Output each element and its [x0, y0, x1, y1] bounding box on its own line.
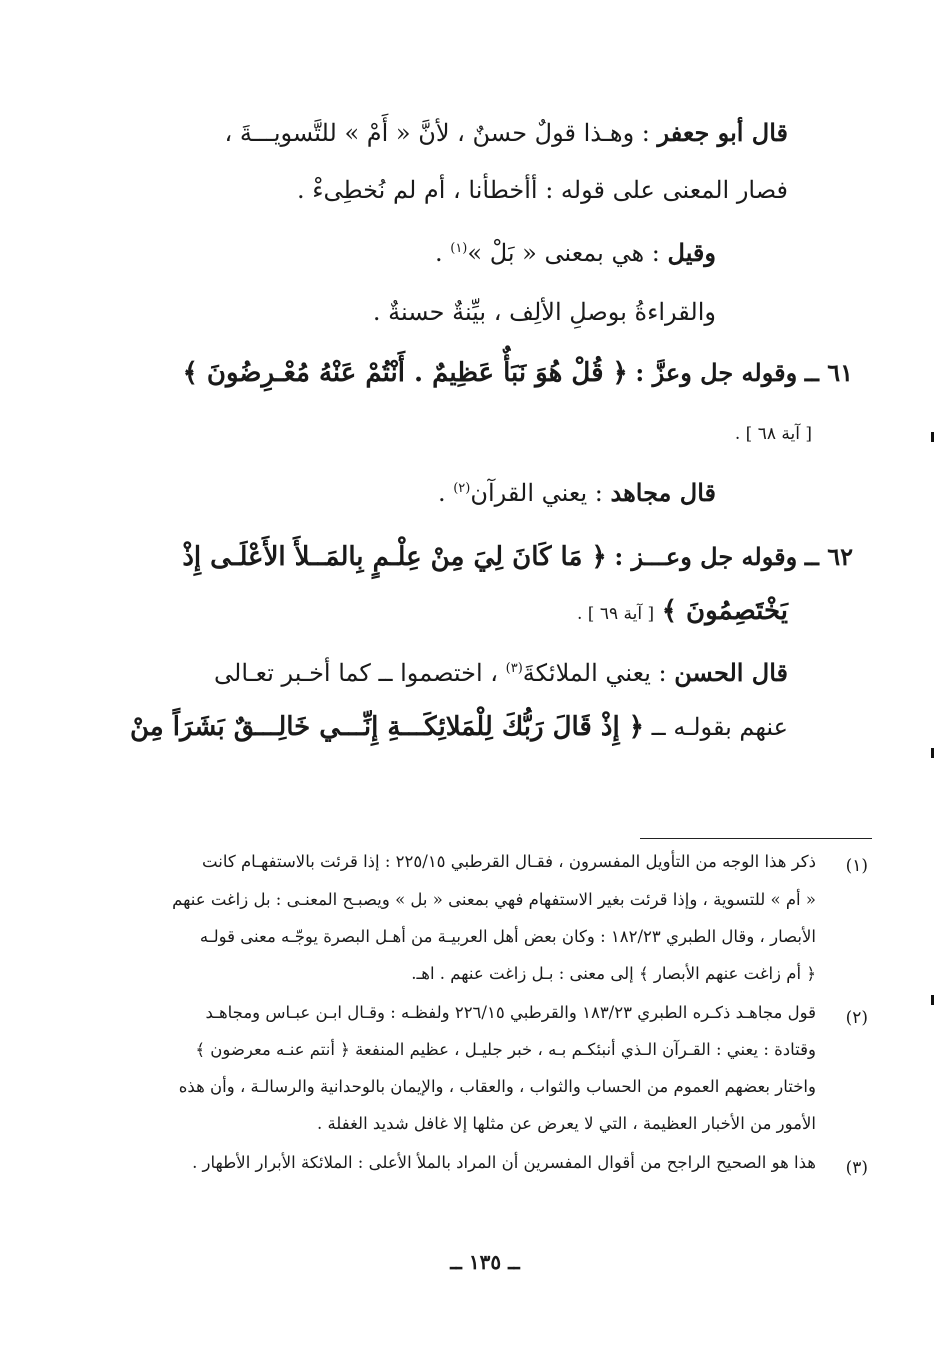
text-mujahid: : يعني القرآن — [470, 479, 603, 507]
ayah-ref-68: [ آية ٦٨ ] . — [734, 424, 812, 444]
speaker-mujahid: قال مجاهد — [610, 478, 716, 507]
verse-62-intro: وقوله جل وعـــز : — [614, 542, 798, 571]
text-qila-end: . — [434, 239, 451, 267]
paragraph-mujahid — [438, 478, 716, 507]
footnote-number-1: (١) — [845, 856, 868, 876]
margin-mark — [931, 432, 934, 442]
footnote-1-line: ﴿ أم زاغت عنهم الأبصار ﴾ إلى معنى : بـل زاغت عنهم . اهـ. — [411, 964, 816, 983]
speaker-qila: وقيل — [667, 238, 716, 267]
paragraph-qiraah — [373, 298, 716, 326]
footnote-number-3: (٣) — [845, 1158, 868, 1178]
verse-62-quran-line2: يَخْتَصِمُونَ ﴾ — [661, 596, 788, 626]
verse-61-intro: وقوله جل وعزَّ : — [635, 358, 798, 387]
footnote-number-2: (٢) — [845, 1008, 868, 1028]
text-hasan-line2-plain: عنهم بقولـه ــ — [651, 713, 788, 741]
footnote-1-line: الأبصار ، وقال الطبري ١٨٢/٢٣ : وكان بعض أهل العربيـة من أهـل البصرة يوجّـه معنى قولـه — [199, 927, 816, 946]
footnote-2-line: قول مجاهـد ذكـره الطبري ١٨٣/٢٣ والقرطبي ٢٢٦/١٥ ولفظـه : وقـال ابـن عبـاس ومجاهـد — [205, 1003, 816, 1022]
footnote-1-line: ذكر هذا الوجه من التأويل المفسرون ، فقـال القرطبي ٢٢٥/١٥ : إذا قرئت بالاستفهـام كانت — [202, 852, 816, 871]
footnote-2-line: الأمور من الأخبار العظيمة ، التي لا يعرض عن مثلها إلا غافل شديد الغفلة . — [316, 1114, 816, 1133]
text-hasan-part1: : يعني الملائكةَ — [522, 659, 667, 687]
verse-61-ayah-ref — [735, 424, 812, 444]
footnote-ref-3[interactable]: (٣) — [505, 661, 523, 676]
verse-61-number: ٦١ ــ — [804, 358, 853, 387]
margin-mark — [931, 995, 934, 1005]
page-number: ــ ١٣٥ ــ — [450, 1250, 520, 1274]
footnote-ref-1[interactable]: (١) — [450, 241, 468, 256]
text-qiraah: والقراءةُ بوصلِ الألِف ، بيِّنةٌ حسنةٌ . — [372, 298, 716, 326]
footnote-2-line: واختار بعضهم العموم من الحساب والثواب ، والعقاب ، والإيمان بالوحدانية والرسالـة ، وأن هذه — [178, 1077, 816, 1096]
footnote-2-line: وقتادة : يعني : القـرآن الـذي أنبئكـم بـه ، خبر جليـل ، عظيم المنفعة ﴿ أنتم عنـه معرضون ﴾ — [195, 1040, 816, 1059]
paragraph-abu-jafar-line2 — [297, 176, 788, 204]
verse-62-number: ٦٢ ــ — [804, 542, 853, 571]
text-hasan-line2-quran: ﴿ إِذْ قَالَ رَبُّكَ لِلْمَلائِكَـــةِ إِنِّـــي خَالِـــقٌ بَشَرَاً مِنْ — [129, 712, 644, 742]
paragraph-abu-jafar-line1 — [224, 118, 788, 147]
footnote-3-line: هذا هو الصحيح الراجح من أقوال المفسرين أن المراد بالملأ الأعلى : الملائكة الأبرار الأطهار . — [192, 1153, 816, 1172]
text-qila: : هي بمعنى « بَلْ » — [467, 239, 660, 267]
text-hasan-part2: ، اختصموا ــ كما أخـبر تعـالى — [214, 659, 499, 687]
paragraph-hasan-line2 — [130, 712, 788, 742]
footnote-ref-2[interactable]: (٢) — [453, 481, 471, 496]
paragraph-qila — [435, 238, 716, 267]
paragraph-hasan-line1 — [214, 658, 788, 687]
verse-61-quran-text: ﴿ قُلْ هُوَ نَبَأٌ عَظِيمٌ . أَنْتُمْ عَنْهُ مُعْـرِضُونَ ﴾ — [182, 358, 628, 388]
speaker-abu-jafar: قال أبو جعفر — [657, 118, 788, 147]
verse-62-line1 — [182, 542, 853, 572]
footnote-separator — [640, 838, 872, 839]
speaker-hasan: قال الحسن — [674, 658, 788, 687]
verse-61-line — [183, 358, 853, 388]
footnote-1-line: « أم » للتسوية ، وإذا قرئت بغير الاستفهام فهي بمعنى « بل » ويصبـح المعنـى : بل زاغت عنهم — [172, 890, 816, 909]
verse-62-quran-line1: ﴿ مَا كَانَ لِيَ مِنْ عِلْـمٍ بِالمَــلأَ الأَعْلَـى إِذْ — [182, 542, 607, 572]
text-mujahid-end: . — [437, 479, 454, 507]
verse-62-line2 — [577, 596, 788, 626]
text-abu-jafar-line1: : وهـذا قولٌ حسنٌ ، لأنَّ « أَمْ » للتَّسويـــةَ ، — [224, 119, 650, 147]
text-abu-jafar-line2: فصار المعنى على قوله : أأخطأنا ، أم لم نُخطِىءْ . — [296, 176, 788, 204]
ayah-ref-69: [ آية ٦٩ ] . — [576, 604, 655, 624]
margin-mark — [931, 748, 934, 758]
